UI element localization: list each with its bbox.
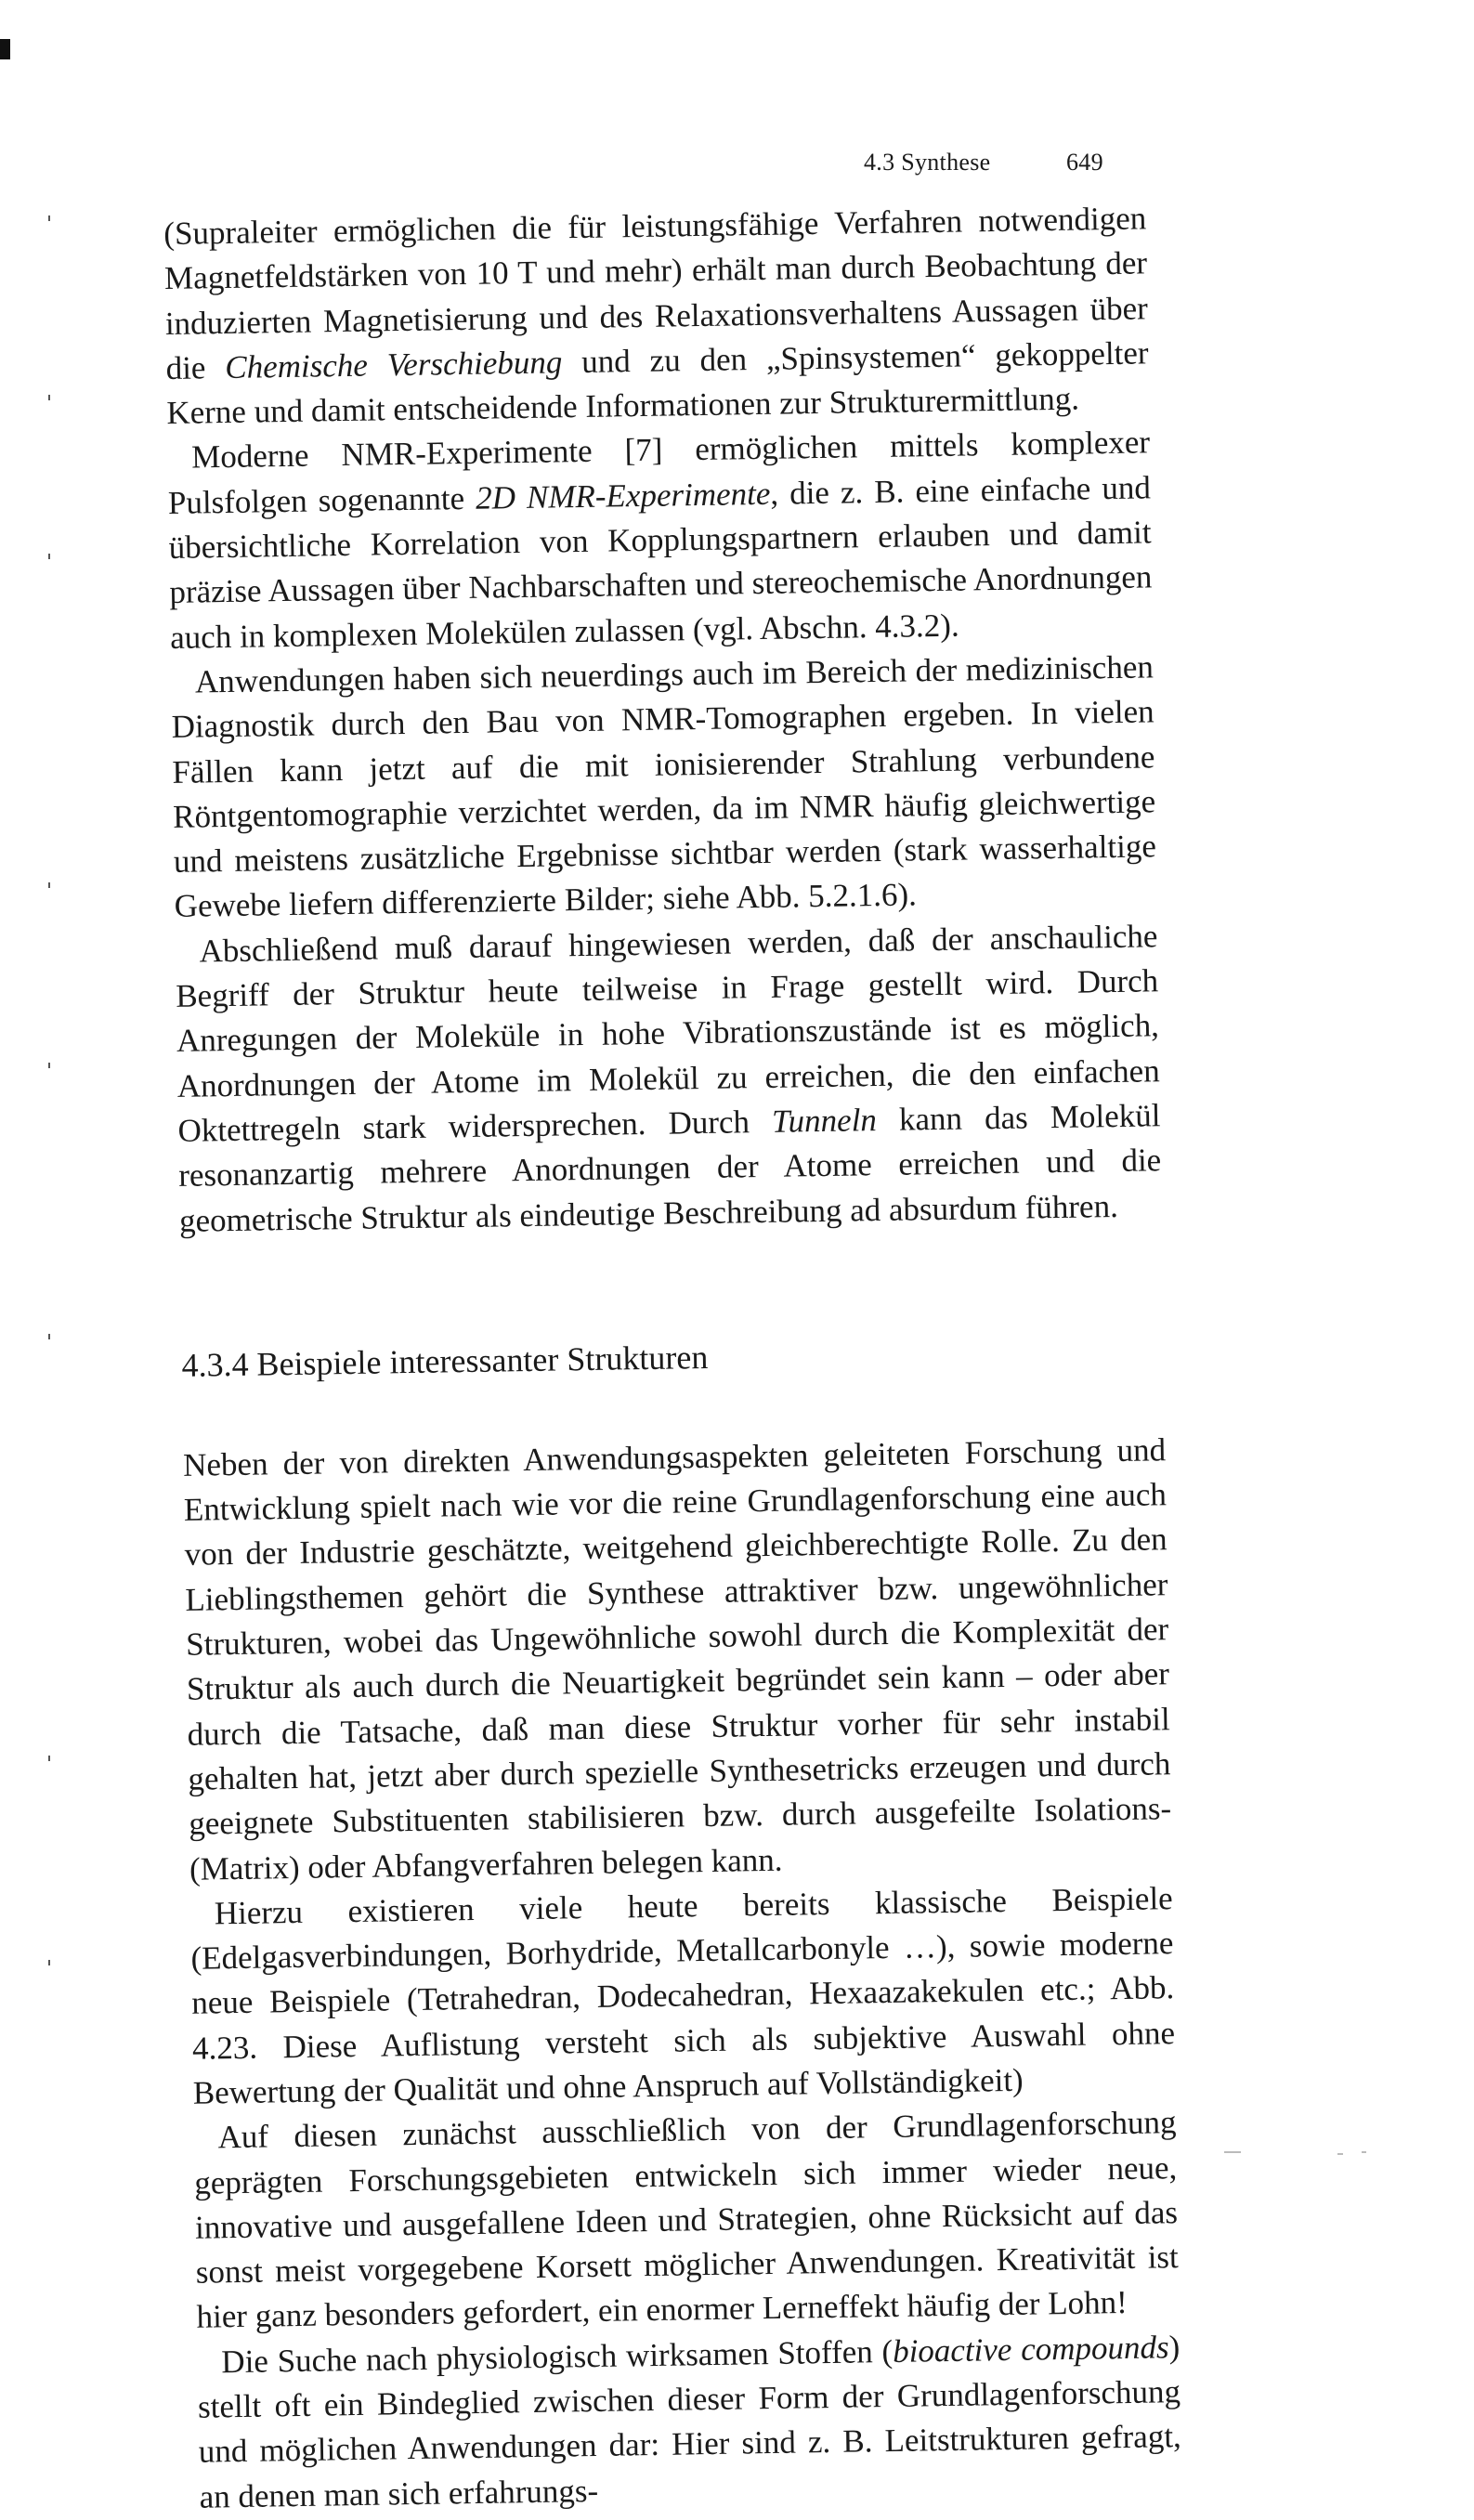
paragraph <box>175 914 1162 1244</box>
scan-noise <box>1337 2153 1343 2155</box>
italic-term: Chemische Verschiebung <box>225 344 563 385</box>
page-number: 649 <box>1066 149 1103 176</box>
text-run: Auf diesen zunächst ausschließlich von der Grundlagenforschung geprägten Forschungsgebieten entwickeln sich immer wieder neue, innovative und ausgefallene Ideen und Strategien, ohne Rücksicht auf das sonst meist vorgegebene Korsett möglicher Anwendungen. Kreativität ist hier ganz besonders gefordert, ein enormer Lerneffekt häufig der Lohn! <box>194 2104 1180 2336</box>
text-run: (Supraleiter ermöglichen die für leistungsfähige Verfahren notwendigen Magnetfeldstärken von 10 T und mehr) erhält man durch Beobachtung der induzierten Magnetisierung und des Relaxationsverhaltens Aussagen über die <box>163 200 1149 386</box>
paragraph <box>163 196 1150 436</box>
paragraph <box>197 2325 1182 2520</box>
paragraph <box>189 1876 1176 2116</box>
gutter-dot <box>48 395 50 400</box>
paragraph <box>183 1428 1172 1892</box>
text-run: , die z. B. eine einfache und übersichtliche Korrelation von Kopplungspartnern erlauben und damit präzise Aussagen über Nachbarschaften und stereochemische Anordnungen auch in komplexen Molekülen zulassen (vgl. Abschn. 4.3.2). <box>168 469 1153 656</box>
section-heading: 4.3.4 Beispiele interessanter Strukturen <box>181 1338 709 1384</box>
text-run: Die Suche nach physiologisch wirksamen Stoffen ( <box>221 2332 894 2381</box>
text-run: Abschließend muß darauf hingewiesen werden, daß der anschauliche Begriff der Struktur heute teilweise in Frage gestellt wird. Durch Anregungen der Moleküle in hohe Vibrationszustände ist es möglich, Anordnungen der Atome im Molekül zu erreichen, die den einfachen Oktettregeln stark widersprechen. Durch <box>175 918 1160 1149</box>
italic-term: 2D NMR-Experimente <box>475 475 771 516</box>
gutter-dot <box>48 1960 50 1965</box>
scan-corner-mark <box>0 39 10 59</box>
paragraph <box>193 2100 1180 2340</box>
scan-noise <box>1224 2151 1241 2153</box>
italic-term: Tunneln <box>771 1101 878 1140</box>
text-run: und zu den „Spinsystemen“ gekoppelter Kerne und damit entscheidende Informationen zur Strukturermittlung. <box>166 334 1149 432</box>
text-block-nmr <box>163 196 1162 1243</box>
text-run: ) stellt oft ein Bindeglied zwischen dieser Form der Grundlagenforschung und möglichen Anwendungen dar: Hier sind z. B. Leitstrukturen gefragt, an denen man sich erfahrungs- <box>197 2328 1182 2515</box>
gutter-dot <box>48 1756 50 1761</box>
gutter-dot <box>48 1334 50 1339</box>
page-body <box>163 196 1182 2519</box>
text-run: Anwendungen haben sich neuerdings auch im Bereich der medizinischen Diagnostik durch den Bau von NMR-Tomographen ergeben. In vielen Fällen kann jetzt auf die mit ionisierender Strahlung verbundene Röntgentomographie verzichtet werden, da im NMR häufig gleichwertige und meistens zusätzliche Ergebnisse sichtbar werden (stark wasserhaltige Gewebe liefern differenzierte Bilder; siehe Abb. 5.2.1.6). <box>171 648 1157 925</box>
text-run: Hierzu existieren viele heute bereits klassische Beispiele (Edelgasverbindungen, Borhydride, Metallcarbonyle …), sowie moderne neue Beispiele (Tetrahedran, Dodecahedran, Hexaazakekulen etc.; Abb. 4.23. Diese Auflistung versteht sich als subjektive Auswahl ohne Bewertung der Qualität und ohne Anspruch auf Vollständigkeit) <box>190 1879 1176 2111</box>
paragraph <box>167 421 1154 660</box>
running-head-section: 4.3 Synthese <box>864 149 991 176</box>
scan-noise <box>1362 2151 1366 2153</box>
gutter-dot <box>48 882 50 888</box>
gutter-dot <box>48 554 50 559</box>
italic-term: bioactive compounds <box>892 2329 1169 2370</box>
paragraph <box>171 645 1157 929</box>
text-run: kann das Molekül resonanzartig mehrere Anordnungen der Atome erreichen und die geometrische Struktur als eindeutige Beschreibung ad absurdum führen. <box>177 1097 1162 1239</box>
gutter-dot <box>48 1063 50 1068</box>
gutter-dot <box>48 215 50 221</box>
text-run: Moderne NMR-Experimente [7] ermöglichen mittels komplexer Pulsfolgen sogenannte <box>167 424 1151 521</box>
text-block-examples <box>183 1428 1182 2520</box>
text-run: Neben der von direkten Anwendungsaspekten geleiteten Forschung und Entwicklung spielt nach wie vor die reine Grundlagenforschung eine auch von der Industrie geschätzte, weitgehend gleichberechtigte Rolle. Zu den Lieblingsthemen gehört die Synthese attraktiver bzw. ungewöhnlicher Strukturen, wobei das Ungewöhnliche sowohl durch die Komplexität der Struktur als auch durch die Neuartigkeit begründet sein kann – oder aber durch die Tatsache, daß man diese Struktur vorher für sehr instabil gehalten hat, jetzt aber durch spezielle Synthesetricks erzeugen und durch geeignete Substituenten stabilisieren bzw. durch ausgefeilte Isolations-(Matrix) oder Abfangverfahren belegen kann. <box>182 1431 1172 1887</box>
